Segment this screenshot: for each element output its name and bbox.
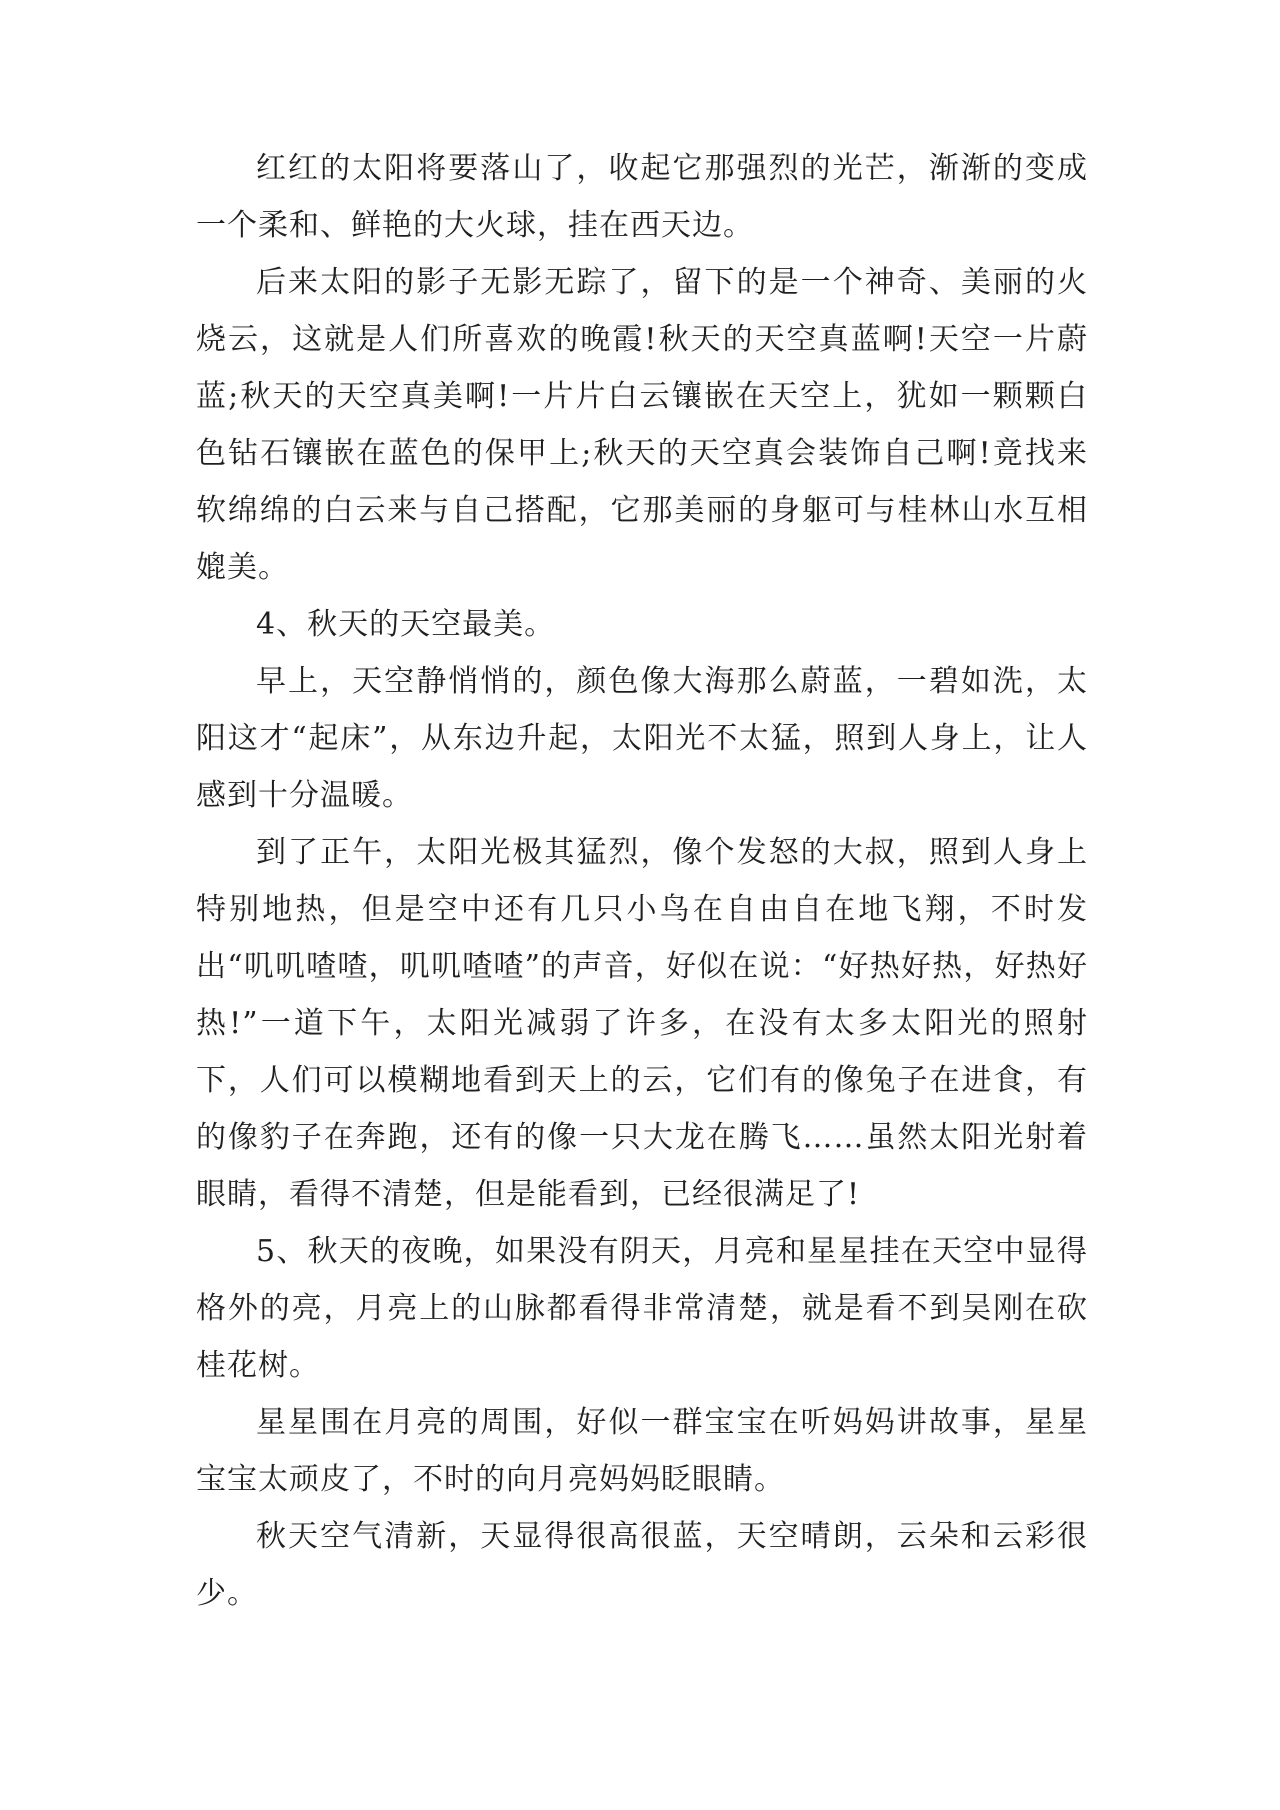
paragraph-noon-afternoon: 到了正午，太阳光极其猛烈，像个发怒的大叔，照到人身上特别地热，但是空中还有几只小鸟在自由自在地飞翔，不时发出“叽叽喳喳，叽叽喳喳”的声音，好似在说：“好热好热，好热好热!”一道下午，太阳光减弱了许多，在没有太多太阳光的照射下，人们可以模糊地看到天上的云，它们有的像兔子在进食，有的像豹子在奔跑，还有的像一只大龙在腾飞……虽然太阳光射着眼睛，看得不清楚，但是能看到，已经很满足了! [196,835,1088,1212]
document-body [196,140,1088,1622]
paragraph-clear-sky: 秋天空气清新，天显得很高很蓝，天空晴朗，云朵和云彩很少。 [196,1519,1088,1611]
paragraph-stars: 星星围在月亮的周围，好似一群宝宝在听妈妈讲故事，星星宝宝太顽皮了，不时的向月亮妈妈眨眼睛。 [196,1405,1088,1497]
paragraph-morning: 早上，天空静悄悄的，颜色像大海那么蔚蓝，一碧如洗，太阳这才“起床”，从东边升起，太阳光不太猛，照到人身上，让人感到十分温暖。 [196,664,1088,813]
paragraph-night: 5、秋天的夜晚，如果没有阴天，月亮和星星挂在天空中显得格外的亮，月亮上的山脉都看得非常清楚，就是看不到吴刚在砍桂花树。 [196,1234,1088,1383]
paragraph-sunset: 红红的太阳将要落山了，收起它那强烈的光芒，渐渐的变成一个柔和、鲜艳的大火球，挂在西天边。 [196,151,1088,243]
paragraph-evening-glow: 后来太阳的影子无影无踪了，留下的是一个神奇、美丽的火烧云，这就是人们所喜欢的晚霞!秋天的天空真蓝啊!天空一片蔚蓝;秋天的天空真美啊!一片片白云镶嵌在天空上，犹如一颗颗白色钻石镶嵌在蓝色的保甲上;秋天的天空真会装饰自己啊!竟找来软绵绵的白云来与自己搭配，它那美丽的身躯可与桂林山水互相媲美。 [196,265,1088,585]
paragraph-heading-4: 4、秋天的天空最美。 [256,607,556,642]
